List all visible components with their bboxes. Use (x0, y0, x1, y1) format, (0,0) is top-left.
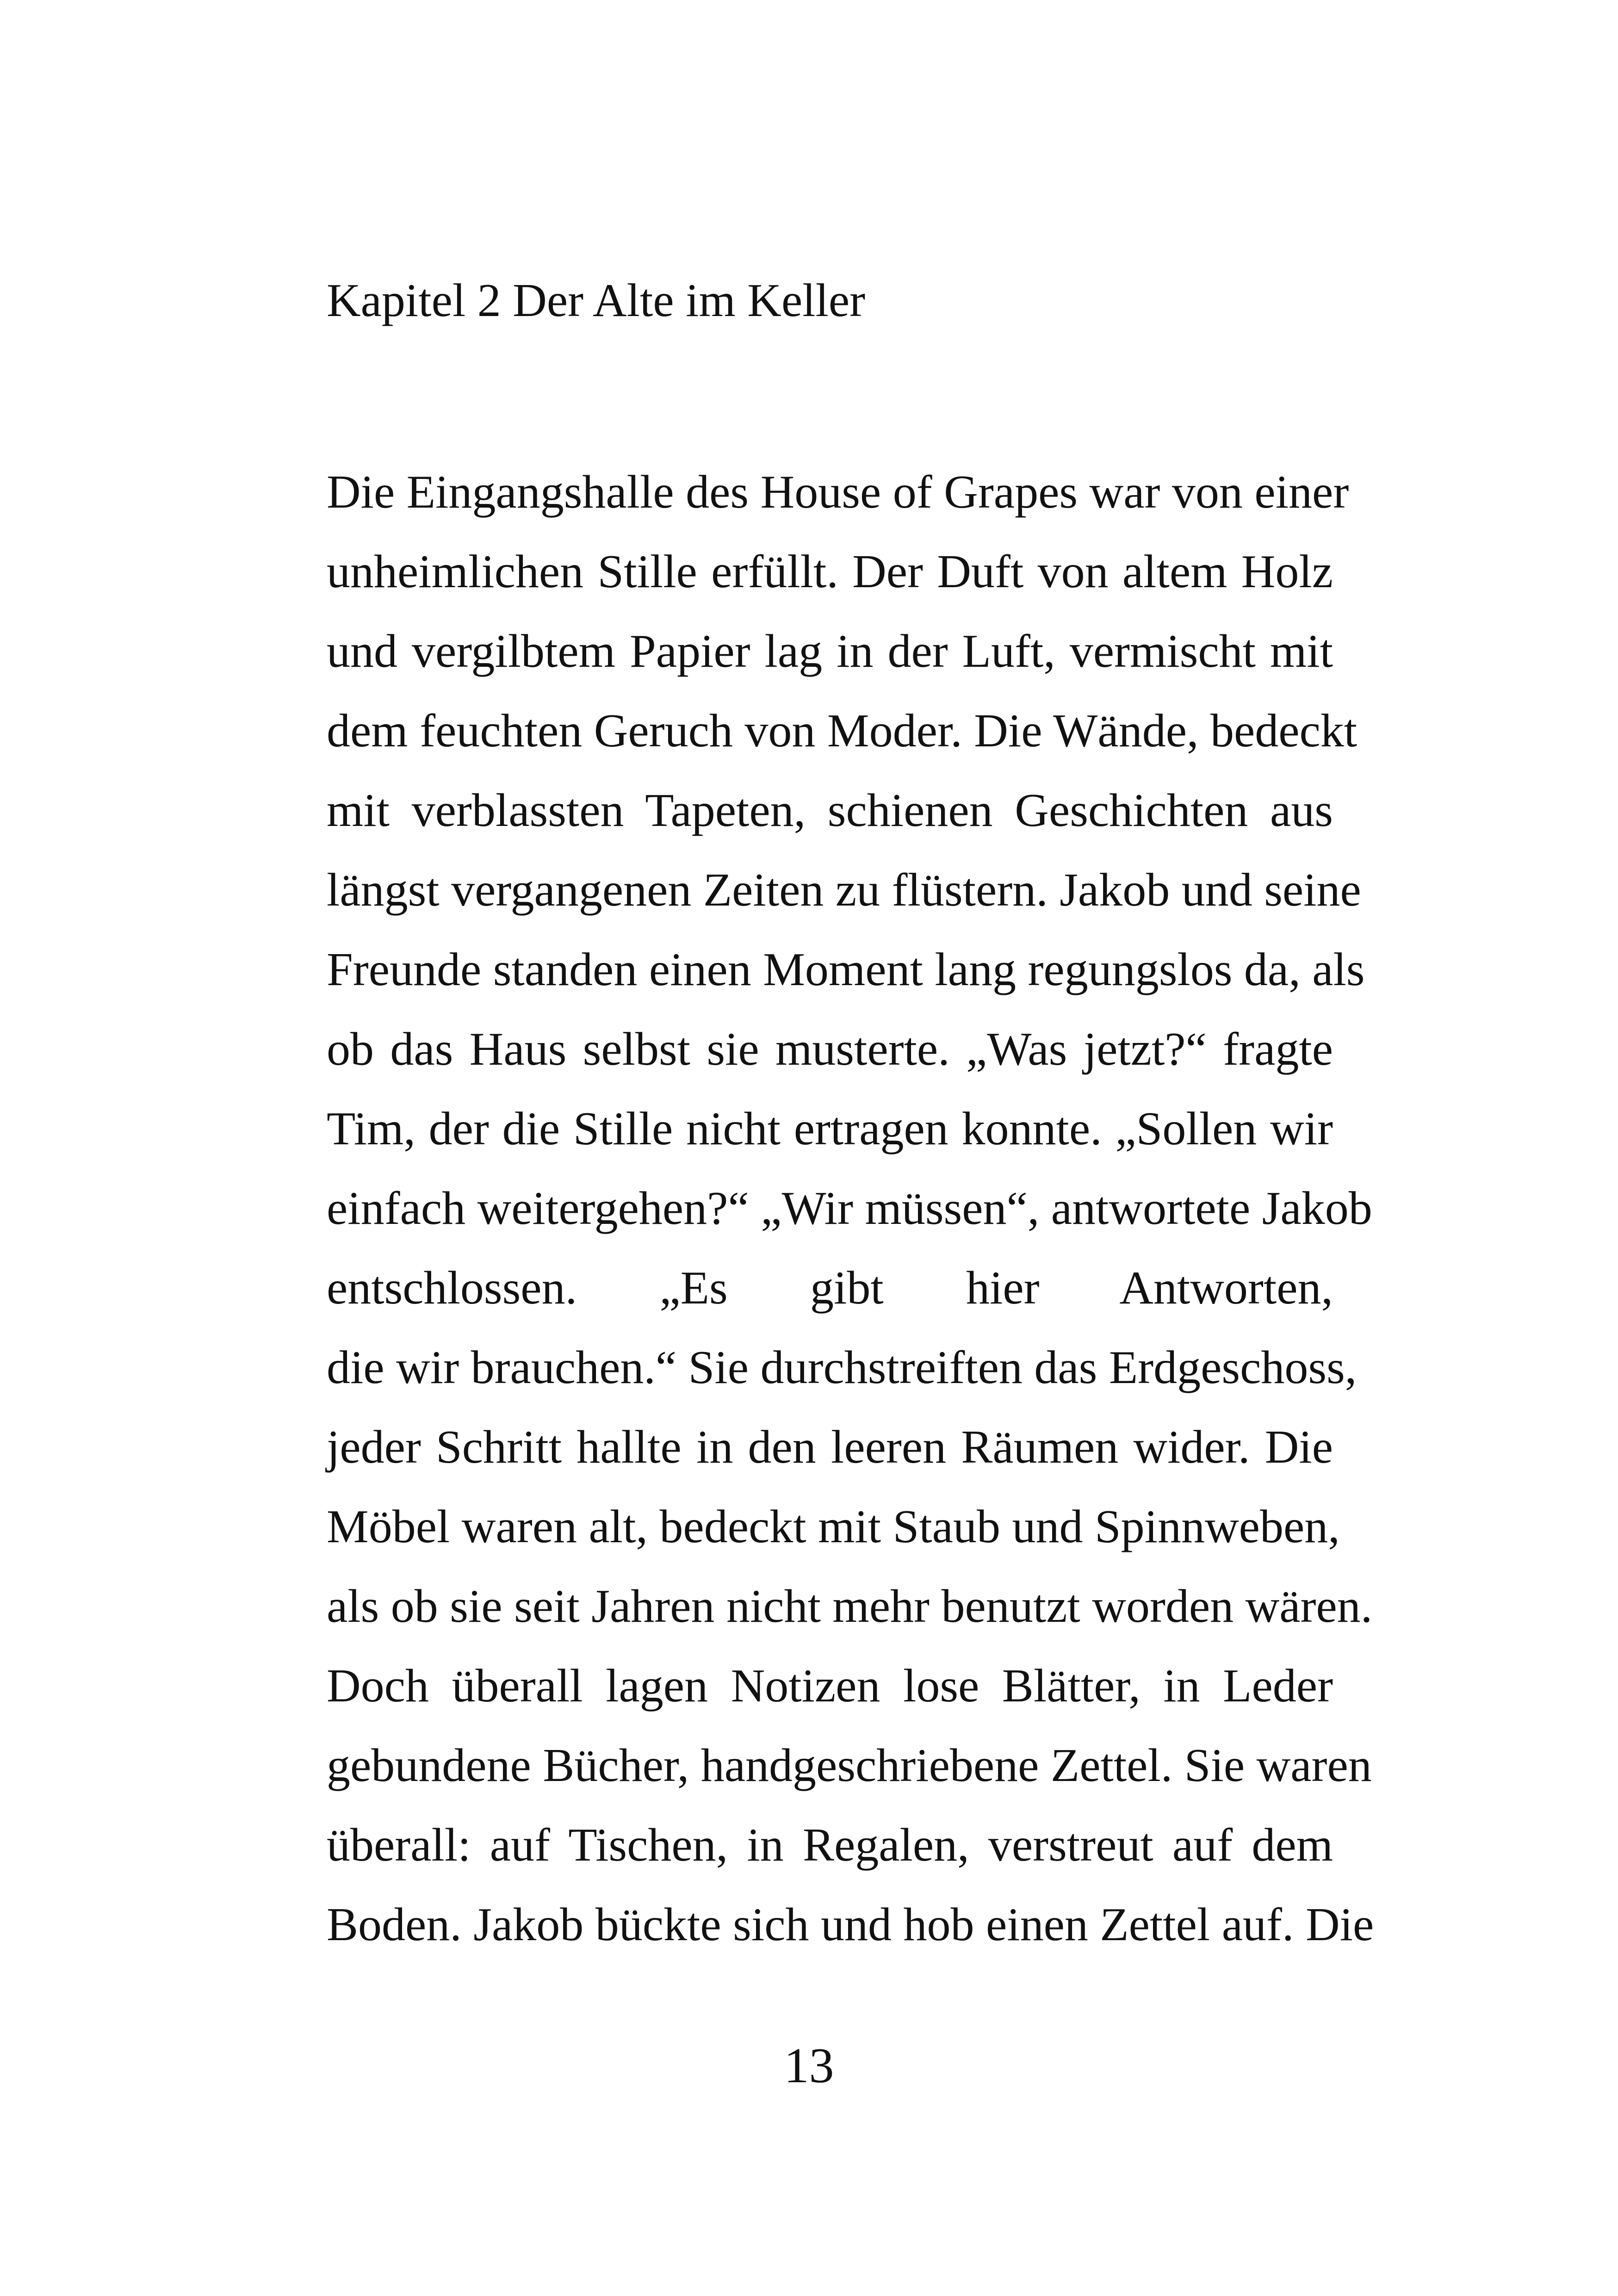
text-line: Tim, der die Stille nicht ertragen konnte. „Sollen wir (327, 1103, 1333, 1155)
text-line: entschlossen. „Es gibt hier Antworten, (327, 1262, 1333, 1314)
text-line: Boden. Jakob bückte sich und hob einen Zettel auf. Die (327, 1899, 1374, 1951)
text-line: Doch überall lagen Notizen lose Blätter, in Leder (327, 1660, 1333, 1712)
text-line: unheimlichen Stille erfüllt. Der Duft von altem Holz (327, 546, 1333, 598)
page-number: 13 (784, 2038, 834, 2093)
text-line: dem feuchten Geruch von Moder. Die Wände, bedeckt (327, 705, 1358, 757)
text-line: Möbel waren alt, bedeckt mit Staub und Spinnweben, (327, 1501, 1340, 1553)
text-line: jeder Schritt hallte in den leeren Räumen wider. Die (327, 1421, 1333, 1473)
text-line: die wir brauchen.“ Sie durchstreiften das Erdgeschoss, (327, 1341, 1357, 1394)
text-line: überall: auf Tischen, in Regalen, verstreut auf dem (327, 1819, 1333, 1871)
text-line: mit verblassten Tapeten, schienen Geschichten aus (327, 784, 1333, 837)
body-text (327, 453, 1374, 1965)
text-line: Freunde standen einen Moment lang regungslos da, als (327, 943, 1365, 996)
text-line: ob das Haus selbst sie musterte. „Was jetzt?“ fragte (327, 1023, 1333, 1075)
chapter-title: Kapitel 2 Der Alte im Keller (327, 274, 866, 327)
text-line: einfach weitergehen?“ „Wir müssen“, antwortete Jakob (327, 1182, 1372, 1235)
text-line: längst vergangenen Zeiten zu flüstern. Jakob und seine (327, 864, 1361, 916)
text-line: gebundene Bücher, handgeschriebene Zettel. Sie waren (327, 1739, 1372, 1792)
text-line: als ob sie seit Jahren nicht mehr benutzt worden wären. (327, 1580, 1373, 1632)
text-line: und vergilbtem Papier lag in der Luft, vermischt mit (327, 625, 1333, 677)
text-line: Die Eingangshalle des House of Grapes war von einer (327, 466, 1349, 518)
